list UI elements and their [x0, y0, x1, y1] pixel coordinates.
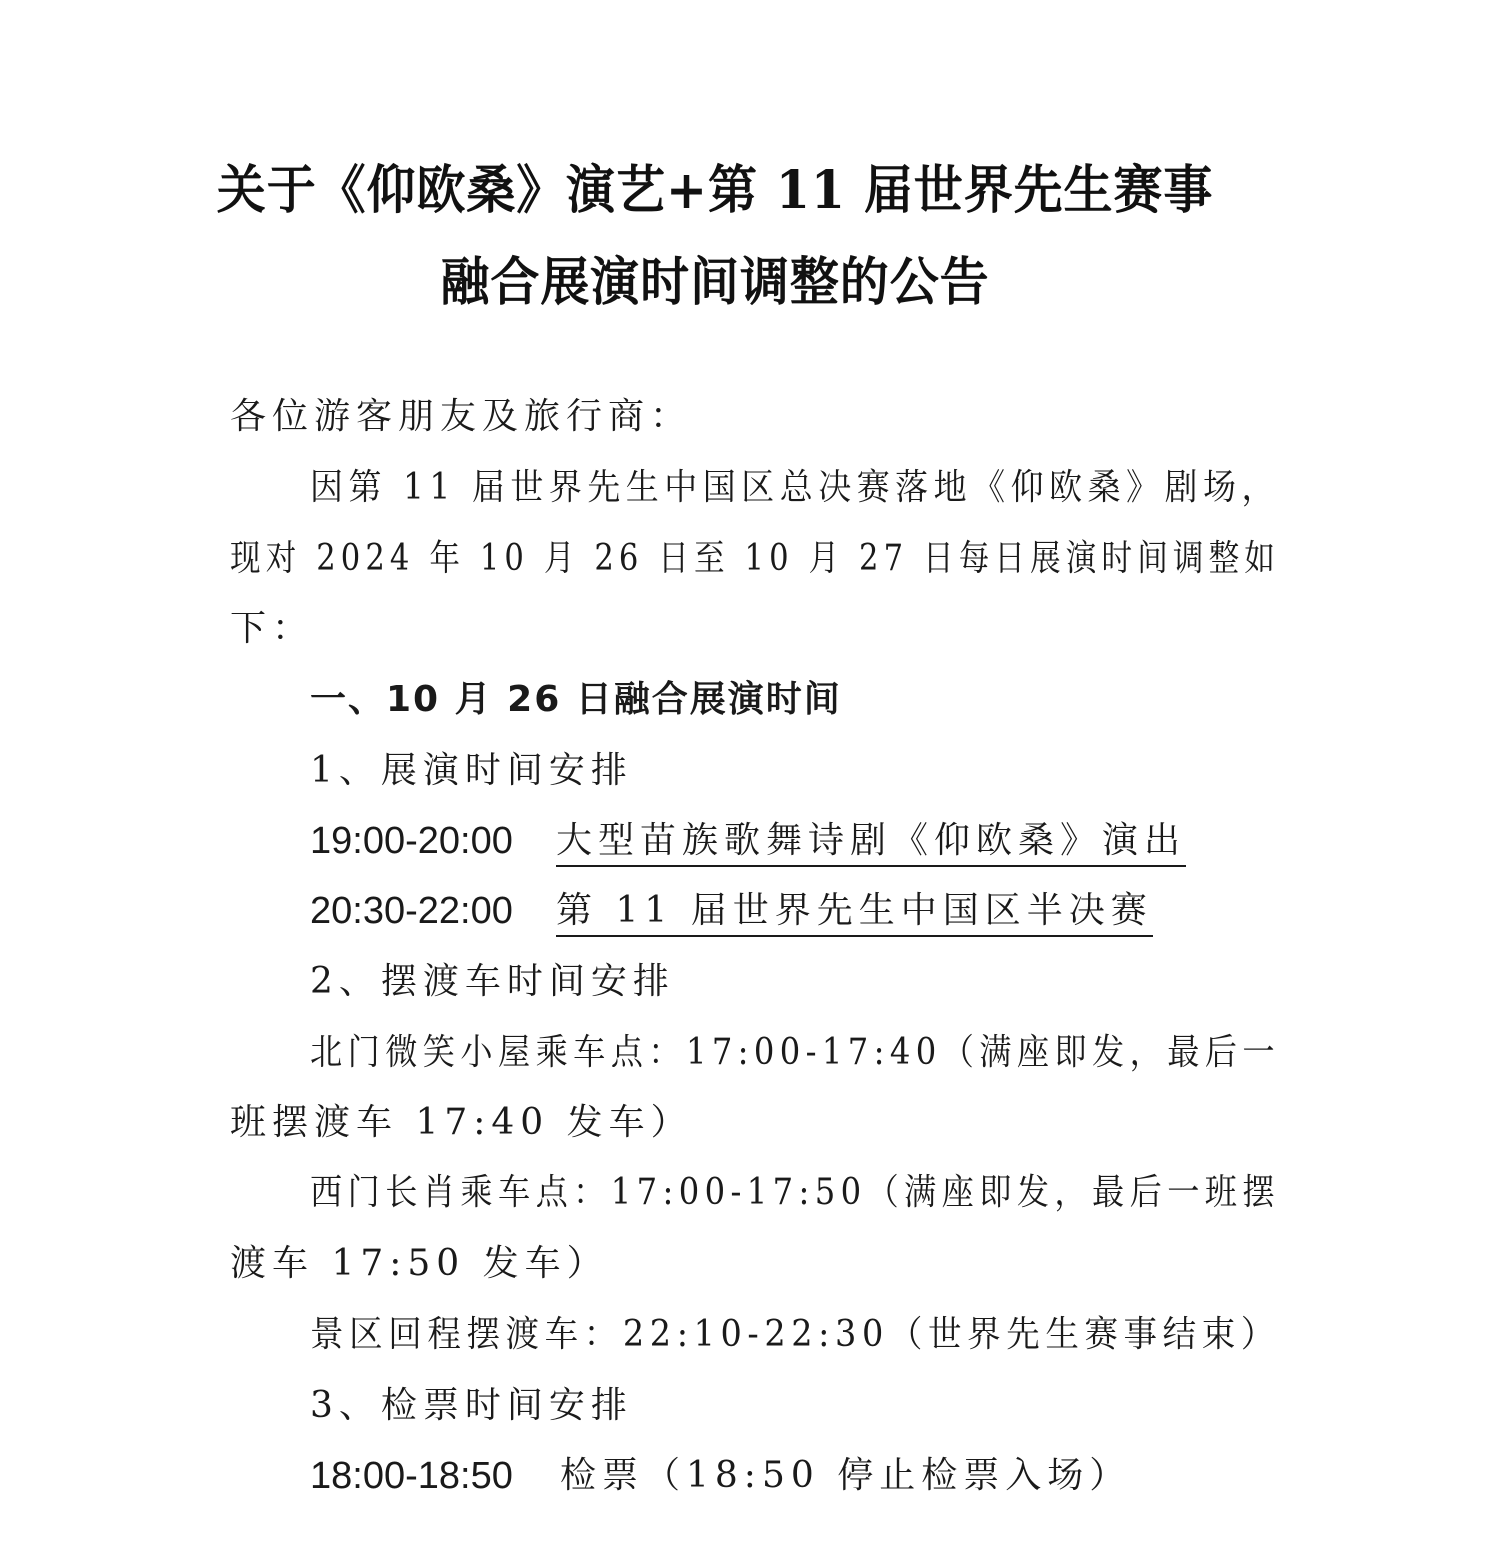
ticket-check-time: 18:00-18:50 — [310, 1455, 513, 1497]
announcement-title-line-2: 融合展演时间调整的公告 — [440, 252, 990, 313]
subsection-heading-shuttle: 2、摆渡车时间安排 — [310, 961, 675, 1002]
ticket-check-desc: 检票（18:50 停止检票入场） — [560, 1455, 1132, 1496]
performance-time-1: 19:00-20:00 — [310, 820, 513, 862]
announcement-title-line-1: 关于《仰欧桑》演艺+第 11 届世界先生赛事 — [216, 160, 1214, 221]
intro-line-1: 因第 11 届世界先生中国区总决赛落地《仰欧桑》剧场， — [310, 467, 1280, 508]
performance-desc-1: 大型苗族歌舞诗剧《仰欧桑》演出 — [556, 819, 1186, 867]
subsection-heading-performance: 1、展演时间安排 — [310, 750, 633, 791]
intro-line-3: 下： — [230, 608, 315, 649]
shuttle-west-line-1: 西门长肖乘车点：17:00-17:50（满座即发，最后一班摆 — [310, 1172, 1280, 1213]
salutation: 各位游客朋友及旅行商： — [230, 396, 693, 437]
performance-desc-2: 第 11 届世界先生中国区半决赛 — [556, 889, 1153, 937]
shuttle-north-line-2: 班摆渡车 17:40 发车） — [230, 1102, 693, 1143]
shuttle-return: 景区回程摆渡车：22:10-22:30（世界先生赛事结束） — [310, 1314, 1281, 1355]
intro-line-2: 现对 2024 年 10 月 26 日至 10 月 27 日每日展演时间调整如 — [230, 538, 1281, 579]
shuttle-north-line-1: 北门微笑小屋乘车点：17:00-17:40（满座即发，最后一 — [310, 1032, 1280, 1073]
subsection-heading-ticket-check: 3、检票时间安排 — [310, 1385, 633, 1426]
performance-time-2: 20:30-22:00 — [310, 890, 513, 932]
section-heading-oct-26: 一、10 月 26 日融合展演时间 — [310, 679, 842, 720]
shuttle-west-line-2: 渡车 17:50 发车） — [230, 1243, 609, 1284]
